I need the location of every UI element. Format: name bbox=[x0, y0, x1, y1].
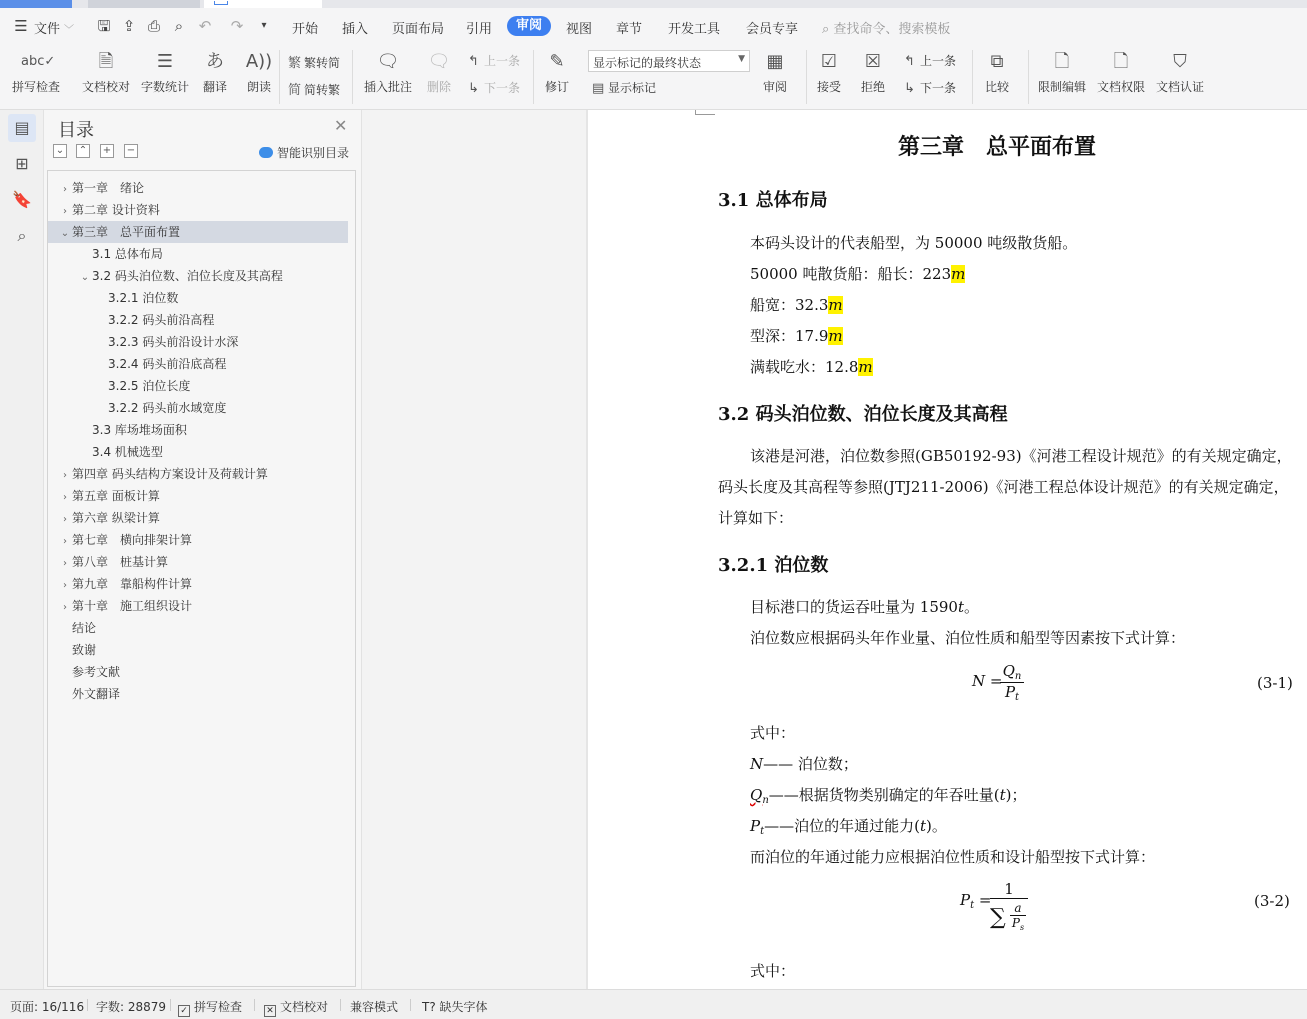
restrict-edit-label: 限制编辑 bbox=[1038, 80, 1087, 94]
page-gutter bbox=[362, 110, 588, 989]
ribbon-divider bbox=[1028, 50, 1029, 104]
symbol: P bbox=[960, 891, 971, 909]
toc-item[interactable] bbox=[48, 199, 348, 221]
ship-depth: 型深：17.9 bbox=[750, 327, 829, 345]
toc-item[interactable] bbox=[48, 485, 348, 507]
toc-item-label: 结论 bbox=[72, 621, 97, 635]
toc-item[interactable] bbox=[48, 243, 348, 265]
read-aloud-button[interactable] bbox=[244, 48, 274, 95]
doc-proof-status-label: 文档校对 bbox=[280, 1000, 329, 1014]
toc-title: 目录 bbox=[58, 120, 94, 141]
compat-mode: 兼容模式 bbox=[350, 1000, 399, 1014]
section-heading-3-2: 3.2 码头泊位数、泊位长度及其高程 bbox=[718, 404, 1008, 425]
doc-permission-button[interactable] bbox=[1097, 48, 1145, 95]
prev-change-button[interactable] bbox=[904, 52, 956, 69]
definition-p bbox=[750, 815, 947, 837]
spell-check-status-label: 拼写检查 bbox=[194, 1000, 243, 1014]
paragraph bbox=[750, 263, 965, 284]
toc-item[interactable] bbox=[48, 419, 348, 441]
equation-number: (3-1) bbox=[1257, 674, 1293, 692]
insert-comment-icon: 🗨 bbox=[376, 51, 400, 72]
unit-highlight: m bbox=[858, 358, 873, 376]
subscript: t bbox=[970, 900, 975, 911]
delete-comment-label: 删除 bbox=[426, 80, 451, 94]
subscript: t bbox=[1015, 692, 1020, 703]
toc-item-label: 3.2.1 泊位数 bbox=[108, 291, 179, 305]
markup-state-select[interactable] bbox=[588, 50, 750, 72]
read-aloud-label: 朗读 bbox=[246, 80, 271, 94]
punct: )。 bbox=[926, 817, 947, 835]
next-comment-icon: ↳ bbox=[468, 81, 479, 96]
print-preview-icon[interactable]: ⌕ bbox=[174, 17, 184, 35]
paragraph: 该港是河港，泊位数参照(GB50192-93)《河港工程设计规范》的有关规定确定， bbox=[750, 447, 1292, 465]
show-markup-icon: ▤ bbox=[592, 81, 605, 96]
bookmark-icon[interactable]: 🔖 bbox=[12, 190, 32, 209]
review-pane-button[interactable] bbox=[760, 48, 790, 95]
prev-change-icon: ↰ bbox=[904, 54, 915, 69]
simp-to-trad-button[interactable] bbox=[288, 79, 340, 98]
unit: t bbox=[957, 598, 964, 616]
prev-change-label: 上一条 bbox=[920, 54, 957, 68]
checkbox-icon: ✕ bbox=[264, 1005, 276, 1017]
doc-certify-button[interactable] bbox=[1156, 48, 1204, 95]
translate-icon: あ bbox=[206, 51, 224, 72]
toc-item[interactable] bbox=[48, 287, 348, 309]
toc-item-label: 第六章 纵梁计算 bbox=[72, 511, 160, 525]
status-bar bbox=[0, 989, 1307, 1019]
definition-q bbox=[750, 784, 1027, 806]
window-tab-1[interactable] bbox=[0, 0, 72, 8]
doc-proof-status[interactable] bbox=[264, 998, 328, 1017]
subscript: n bbox=[762, 795, 769, 806]
chevron-right-icon[interactable]: › bbox=[63, 602, 67, 613]
symbol: Q bbox=[750, 786, 763, 804]
toc-item-label: 致谢 bbox=[72, 643, 97, 657]
prev-comment-icon: ↰ bbox=[468, 54, 479, 69]
doc-proof-icon: 🗎 bbox=[98, 51, 114, 72]
accept-icon: ☑ bbox=[820, 51, 838, 72]
search-icon[interactable]: ⌕ bbox=[17, 226, 27, 245]
toc-item-label: 第七章 横向排架计算 bbox=[72, 533, 193, 547]
unit: t bbox=[919, 817, 927, 835]
translate-label: 翻译 bbox=[202, 80, 227, 94]
definition-text: ——泊位的年通过能力( bbox=[764, 817, 920, 835]
paragraph bbox=[750, 294, 843, 315]
toc-item-label: 3.3 库场堆场面积 bbox=[92, 423, 187, 437]
simp-to-trad-icon: 简 bbox=[288, 83, 302, 98]
toc-item[interactable] bbox=[48, 265, 348, 287]
tab-start[interactable]: 开始 bbox=[292, 22, 319, 37]
symbol: P bbox=[750, 817, 761, 835]
review-ribbon bbox=[0, 44, 1307, 110]
toc-item-label: 第五章 面板计算 bbox=[72, 489, 160, 503]
spell-check-icon: abc✓ bbox=[21, 54, 56, 69]
paragraph: 本码头设计的代表船型，为 50000 吨级散货船。 bbox=[750, 234, 1078, 252]
status-divider bbox=[410, 999, 411, 1011]
toc-item[interactable] bbox=[48, 617, 348, 639]
paragraph bbox=[750, 356, 873, 377]
toc-item[interactable] bbox=[48, 595, 348, 617]
trad-to-simp-icon: 繁 bbox=[288, 56, 302, 71]
quick-access-dropdown-icon[interactable]: ▾ bbox=[261, 20, 267, 31]
throughput-text: 目标港口的货运吞吐量为 1590 bbox=[750, 598, 958, 616]
compare-label: 比较 bbox=[984, 80, 1009, 94]
chevron-down-icon: ▼ bbox=[738, 54, 745, 64]
status-divider bbox=[340, 999, 341, 1011]
read-aloud-icon: A)) bbox=[245, 51, 273, 72]
sum-symbol: ∑ bbox=[990, 905, 1006, 930]
toc-item[interactable] bbox=[48, 309, 348, 331]
paragraph: 泊位数应根据码头年作业量、泊位性质和船型等因素按下式计算： bbox=[750, 629, 1186, 647]
chapter-title: 第三章 总平面布置 bbox=[898, 134, 1097, 160]
next-change-button[interactable] bbox=[904, 79, 956, 96]
undo-icon[interactable]: ↶ bbox=[198, 17, 212, 35]
toc-item[interactable] bbox=[48, 331, 348, 353]
unit: t bbox=[999, 786, 1006, 804]
symbol: P bbox=[1004, 683, 1016, 701]
outline-pane-icon[interactable]: ⊞ bbox=[15, 154, 29, 173]
missing-font-label: 缺失字体 bbox=[439, 1000, 488, 1014]
next-change-label: 下一条 bbox=[920, 81, 957, 95]
doc-proof-button[interactable] bbox=[82, 48, 130, 95]
paragraph: 计算如下： bbox=[718, 509, 794, 527]
doc-proof-label: 文档校对 bbox=[82, 80, 131, 94]
revise-button[interactable] bbox=[542, 48, 572, 95]
unit-highlight: m bbox=[828, 327, 843, 345]
toc-item[interactable] bbox=[48, 397, 348, 419]
accept-button[interactable] bbox=[814, 48, 844, 95]
symbol: N bbox=[750, 755, 764, 773]
subscript: t bbox=[760, 826, 765, 837]
smart-toc-button[interactable] bbox=[259, 144, 349, 161]
toc-item[interactable] bbox=[48, 683, 348, 705]
spell-check-button[interactable] bbox=[12, 48, 60, 95]
ship-length: 50000 吨散货船：船长：223 bbox=[750, 265, 952, 283]
status-divider bbox=[170, 999, 171, 1011]
chevron-down-icon[interactable]: ﹀ bbox=[64, 25, 74, 36]
next-comment-label: 下一条 bbox=[484, 81, 521, 95]
remove-level-icon[interactable]: − bbox=[124, 144, 138, 158]
review-pane-label: 审阅 bbox=[762, 80, 787, 94]
prev-comment-label: 上一条 bbox=[484, 54, 521, 68]
paragraph bbox=[750, 325, 843, 346]
fraction-numerator: 1 bbox=[990, 880, 1028, 899]
compare-button[interactable] bbox=[982, 48, 1012, 95]
show-markup-button[interactable] bbox=[592, 79, 656, 96]
chevron-right-icon[interactable]: › bbox=[63, 184, 67, 195]
chevron-right-icon[interactable]: › bbox=[63, 492, 67, 503]
fraction-denominator bbox=[1000, 683, 1024, 703]
toc-pane-icon[interactable]: ▤ bbox=[8, 114, 36, 142]
prev-comment-button[interactable] bbox=[468, 52, 520, 69]
search-icon: ⌕ bbox=[822, 22, 830, 37]
paragraph bbox=[750, 596, 979, 617]
expand-up-icon[interactable]: ⌃ bbox=[76, 144, 90, 158]
toc-item[interactable] bbox=[48, 221, 348, 243]
close-icon[interactable]: ✕ bbox=[334, 116, 348, 135]
reject-button[interactable] bbox=[858, 48, 888, 95]
word-count-button[interactable] bbox=[141, 48, 189, 95]
toc-item-label: 3.4 机械选型 bbox=[92, 445, 163, 459]
punct: 。 bbox=[963, 598, 979, 616]
chevron-right-icon[interactable]: › bbox=[63, 514, 67, 525]
chevron-down-icon[interactable]: ⌄ bbox=[80, 272, 90, 283]
toc-item-label: 3.2.4 码头前沿底高程 bbox=[108, 357, 227, 371]
chevron-right-icon[interactable]: › bbox=[63, 536, 67, 547]
tab-insert[interactable]: 插入 bbox=[342, 22, 369, 37]
menu-bar bbox=[0, 8, 1307, 44]
toc-item[interactable] bbox=[48, 375, 348, 397]
page-indicator[interactable]: 页面: 16/116 bbox=[10, 1000, 85, 1014]
ribbon-divider bbox=[279, 50, 280, 104]
paragraph: 码头长度及其高程等参照(JTJ211-2006)《河港工程总体设计规范》的有关规定确定， bbox=[718, 478, 1289, 496]
ship-draft: 满载吃水：12.8 bbox=[750, 358, 859, 376]
symbol: P bbox=[1011, 916, 1020, 930]
chevron-right-icon[interactable]: › bbox=[63, 206, 67, 217]
collapse-all-icon[interactable]: ⌄ bbox=[53, 144, 67, 158]
accept-label: 接受 bbox=[816, 80, 841, 94]
toc-item-label: 第八章 桩基计算 bbox=[72, 555, 169, 569]
tab-page-layout[interactable]: 页面布局 bbox=[392, 22, 445, 37]
toc-item[interactable] bbox=[48, 353, 348, 375]
checkbox-icon: ✓ bbox=[178, 1005, 190, 1017]
delete-comment-button[interactable] bbox=[424, 48, 454, 95]
save-icon[interactable]: 🖫 bbox=[97, 17, 111, 35]
reject-label: 拒绝 bbox=[860, 80, 885, 94]
unit-highlight: m bbox=[828, 296, 843, 314]
insert-comment-label: 插入批注 bbox=[364, 80, 413, 94]
section-heading-3-1: 3.1 总体布局 bbox=[718, 190, 828, 211]
revise-label: 修订 bbox=[544, 80, 569, 94]
toc-item-label: 3.2.3 码头前沿设计水深 bbox=[108, 335, 239, 349]
symbol: Q bbox=[1002, 662, 1015, 680]
delete-comment-icon: 🗨 bbox=[427, 51, 451, 72]
shield-icon: ⛉ bbox=[1173, 51, 1187, 72]
equation-lhs bbox=[960, 891, 991, 911]
trad-to-simp-label: 繁转简 bbox=[304, 56, 341, 70]
toc-item-label: 3.2.5 泊位长度 bbox=[108, 379, 191, 393]
fraction-denominator bbox=[990, 899, 1028, 939]
tab-references[interactable]: 引用 bbox=[466, 22, 493, 37]
word-count-label: 字数统计 bbox=[141, 80, 190, 94]
toc-item-label: 第四章 码头结构方案设计及荷载计算 bbox=[72, 467, 268, 481]
toc-item[interactable] bbox=[48, 661, 348, 683]
command-search[interactable] bbox=[822, 18, 950, 37]
window-tab-active[interactable] bbox=[204, 0, 322, 8]
window-tab-2[interactable] bbox=[88, 0, 200, 8]
window-tab-strip bbox=[0, 0, 1307, 8]
paragraph: 式中： bbox=[750, 724, 796, 742]
toc-item-label: 第二章 设计资料 bbox=[72, 203, 160, 217]
ship-beam: 船宽：32.3 bbox=[750, 296, 829, 314]
toc-item-label: 3.2.2 码头前水域宽度 bbox=[108, 401, 227, 415]
subscript: n bbox=[1014, 671, 1022, 682]
paragraph: 式中： bbox=[750, 962, 796, 980]
tab-section[interactable]: 章节 bbox=[616, 22, 643, 37]
document-tab-icon bbox=[214, 1, 228, 5]
equals: = bbox=[978, 891, 992, 909]
toc-item-label: 3.2.2 码头前沿高程 bbox=[108, 313, 215, 327]
revise-icon: ✎ bbox=[549, 51, 565, 72]
toc-panel bbox=[44, 110, 362, 989]
margin-mark bbox=[695, 110, 715, 115]
document-page[interactable] bbox=[588, 110, 1307, 989]
definition-text: —— 泊位数； bbox=[763, 755, 858, 773]
missing-font-icon: T? bbox=[422, 1000, 436, 1014]
chevron-right-icon[interactable]: › bbox=[63, 580, 67, 591]
tab-developer[interactable]: 开发工具 bbox=[668, 22, 721, 37]
hamburger-icon[interactable]: ☰ bbox=[14, 17, 28, 35]
toc-item[interactable] bbox=[48, 639, 348, 661]
doc-permission-icon: 🗋 bbox=[1113, 51, 1129, 72]
compare-icon: ⧉ bbox=[990, 51, 1004, 72]
paragraph: 而泊位的年通过能力应根据泊位性质和设计船型按下式计算： bbox=[750, 848, 1156, 866]
status-divider bbox=[254, 999, 255, 1011]
review-pane-icon: ▦ bbox=[766, 51, 784, 72]
toc-item-label: 第三章 总平面布置 bbox=[72, 225, 181, 239]
left-icon-rail bbox=[0, 110, 44, 989]
simp-to-trad-label: 简转繁 bbox=[304, 83, 341, 97]
search-placeholder: 查找命令、搜索模板 bbox=[833, 22, 951, 37]
chevron-right-icon[interactable]: › bbox=[63, 558, 67, 569]
toc-item-label: 3.2 码头泊位数、泊位长度及其高程 bbox=[92, 269, 283, 283]
toc-item-label: 第十章 施工组织设计 bbox=[72, 599, 193, 613]
restrict-edit-button[interactable] bbox=[1038, 48, 1086, 95]
equation-lhs: N = bbox=[972, 672, 1003, 690]
chevron-right-icon[interactable]: › bbox=[63, 470, 67, 481]
doc-certify-label: 文档认证 bbox=[1156, 80, 1205, 94]
missing-font-status[interactable] bbox=[422, 998, 488, 1015]
inner-numerator: a bbox=[1010, 901, 1026, 916]
spell-check-label: 拼写检查 bbox=[12, 80, 61, 94]
spell-check-status[interactable] bbox=[178, 998, 242, 1017]
definition-n bbox=[750, 753, 858, 774]
translate-button[interactable] bbox=[200, 48, 230, 95]
equation-fraction bbox=[1000, 662, 1024, 703]
toc-item[interactable] bbox=[48, 463, 348, 485]
toc-item-label: 外文翻译 bbox=[72, 687, 121, 701]
equation-number: (3-2) bbox=[1254, 892, 1290, 910]
next-change-icon: ↳ bbox=[904, 81, 915, 96]
redo-icon[interactable]: ↷ bbox=[230, 17, 244, 35]
tab-view[interactable]: 视图 bbox=[566, 22, 593, 37]
insert-comment-button[interactable] bbox=[364, 48, 412, 95]
reject-icon: ☒ bbox=[864, 51, 882, 72]
doc-permission-label: 文档权限 bbox=[1097, 80, 1146, 94]
toc-item-label: 参考文献 bbox=[72, 665, 121, 679]
show-markup-label: 显示标记 bbox=[608, 81, 657, 95]
equation-fraction bbox=[990, 880, 1028, 939]
unit-highlight: m bbox=[951, 265, 966, 283]
toc-item[interactable] bbox=[48, 507, 348, 529]
smart-toc-label: 智能识别目录 bbox=[277, 146, 350, 160]
toc-tree bbox=[47, 170, 356, 987]
fraction-numerator bbox=[1000, 662, 1024, 683]
section-heading-3-2-1: 3.2.1 泊位数 bbox=[718, 555, 829, 576]
export-icon[interactable]: ⇪ bbox=[122, 17, 136, 35]
status-divider bbox=[87, 999, 88, 1011]
file-menu[interactable]: 文件 bbox=[34, 22, 61, 37]
subscript: s bbox=[1019, 923, 1025, 932]
add-level-icon[interactable]: + bbox=[100, 144, 114, 158]
lock-icon: 🗋 bbox=[1054, 51, 1070, 72]
tab-member[interactable]: 会员专享 bbox=[746, 22, 799, 37]
toc-item[interactable] bbox=[48, 177, 348, 199]
ribbon-divider bbox=[533, 50, 534, 104]
smart-toc-icon bbox=[259, 147, 273, 158]
toc-item-label: 3.1 总体布局 bbox=[92, 247, 163, 261]
ribbon-divider bbox=[806, 50, 807, 104]
next-comment-button[interactable] bbox=[468, 79, 520, 96]
toc-item[interactable] bbox=[48, 441, 348, 463]
toc-item-label: 第一章 绪论 bbox=[72, 181, 145, 195]
trad-to-simp-button[interactable] bbox=[288, 52, 340, 71]
toc-item[interactable] bbox=[48, 529, 348, 551]
print-icon[interactable]: ⎙ bbox=[147, 17, 160, 35]
word-count-indicator[interactable]: 字数: 28879 bbox=[96, 1000, 167, 1014]
word-count-icon: ☰ bbox=[156, 51, 174, 72]
ribbon-divider bbox=[352, 50, 353, 104]
ribbon-divider bbox=[972, 50, 973, 104]
toc-item[interactable] bbox=[48, 573, 348, 595]
toc-item[interactable] bbox=[48, 551, 348, 573]
punct: )； bbox=[1005, 786, 1027, 804]
definition-text: ——根据货物类别确定的年吞吐量( bbox=[768, 786, 1000, 804]
chevron-down-icon[interactable]: ⌄ bbox=[60, 228, 70, 239]
toc-item-label: 第九章 靠船构件计算 bbox=[72, 577, 193, 591]
markup-state-value: 显示标记的最终状态 bbox=[593, 56, 702, 70]
tab-review[interactable]: 审阅 bbox=[507, 16, 551, 36]
